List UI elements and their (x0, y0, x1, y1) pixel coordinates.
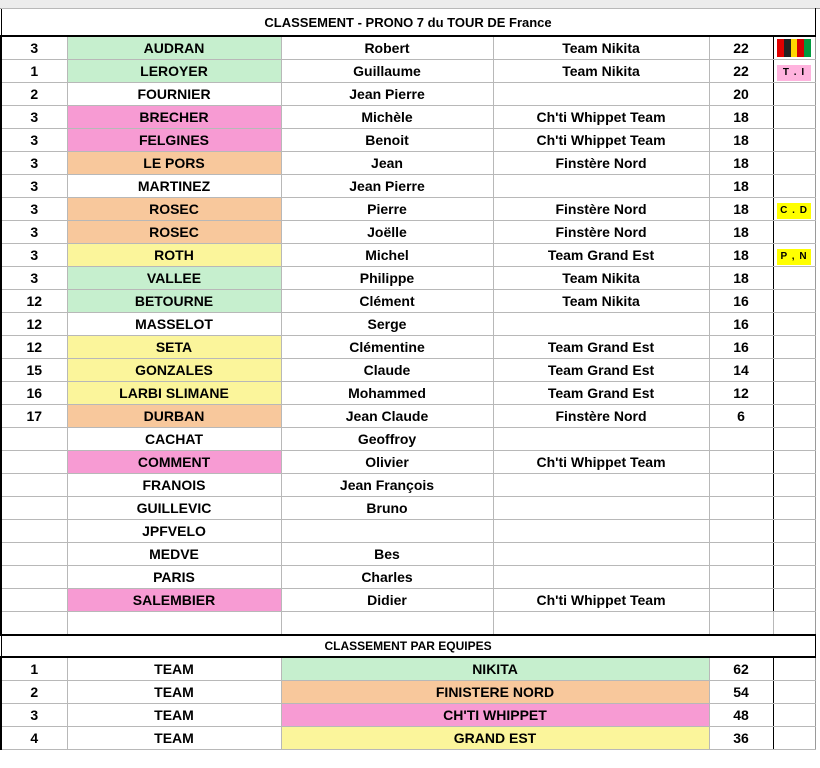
jersey-badge: T . I (777, 65, 811, 81)
bonus-cell[interactable] (773, 474, 815, 497)
team-cell[interactable] (493, 175, 709, 198)
team-name-cell[interactable]: NIKITA (281, 657, 709, 681)
team-cell[interactable]: Team Nikita (493, 60, 709, 83)
rank-cell[interactable]: 17 (1, 405, 67, 428)
team-row (1, 657, 815, 681)
first-name-cell[interactable]: Geoffroy (281, 428, 493, 451)
team-points-cell[interactable]: 54 (709, 681, 773, 704)
first-name-cell[interactable]: Joëlle (281, 221, 493, 244)
points-cell[interactable] (709, 566, 773, 589)
player-row (1, 382, 815, 405)
team-cell[interactable]: Team Grand Est (493, 359, 709, 382)
bonus-cell[interactable] (773, 221, 815, 244)
bonus-cell[interactable] (773, 152, 815, 175)
bonus-cell[interactable] (773, 60, 815, 83)
points-cell[interactable]: 18 (709, 267, 773, 290)
bonus-cell[interactable] (773, 382, 815, 405)
last-name-cell[interactable]: ROSEC (67, 198, 281, 221)
player-row (1, 83, 815, 106)
points-cell[interactable]: 18 (709, 244, 773, 267)
player-row (1, 175, 815, 198)
team-label-cell[interactable]: TEAM (67, 681, 281, 704)
bonus-cell[interactable] (773, 589, 815, 612)
team-rank-cell[interactable]: 3 (1, 704, 67, 727)
rank-cell[interactable]: 3 (1, 221, 67, 244)
first-name-cell[interactable]: Jean Pierre (281, 83, 493, 106)
team-cell[interactable]: Finstère Nord (493, 405, 709, 428)
team-ranking-title[interactable]: CLASSEMENT PAR EQUIPES (1, 635, 815, 657)
player-row (1, 451, 815, 474)
empty-cell[interactable] (493, 612, 709, 636)
first-name-cell[interactable]: Jean François (281, 474, 493, 497)
points-cell[interactable] (709, 428, 773, 451)
rank-cell[interactable] (1, 451, 67, 474)
bonus-cell[interactable] (773, 520, 815, 543)
bonus-cell[interactable] (773, 106, 815, 129)
player-row (1, 290, 815, 313)
team-cell[interactable]: Finstère Nord (493, 221, 709, 244)
player-row (1, 267, 815, 290)
last-name-cell[interactable]: LARBI SLIMANE (67, 382, 281, 405)
player-row (1, 221, 815, 244)
points-cell[interactable]: 18 (709, 129, 773, 152)
team-cell[interactable]: Team Nikita (493, 36, 709, 60)
first-name-cell[interactable]: Jean Pierre (281, 175, 493, 198)
sheet-title[interactable]: CLASSEMENT - PRONO 7 du TOUR DE France (1, 9, 815, 37)
points-cell[interactable]: 22 (709, 36, 773, 60)
team-cell[interactable]: Finstère Nord (493, 198, 709, 221)
bonus-cell[interactable] (773, 36, 815, 60)
team-row (1, 704, 815, 727)
player-row (1, 566, 815, 589)
last-name-cell[interactable]: JPFVELO (67, 520, 281, 543)
title-row (1, 9, 815, 37)
team-cell[interactable]: Ch'ti Whippet Team (493, 451, 709, 474)
first-name-cell[interactable]: Robert (281, 36, 493, 60)
last-name-cell[interactable]: SETA (67, 336, 281, 359)
first-name-cell[interactable]: Claude (281, 359, 493, 382)
rank-cell[interactable]: 1 (1, 60, 67, 83)
rank-cell[interactable]: 3 (1, 198, 67, 221)
team-points-cell[interactable]: 48 (709, 704, 773, 727)
player-row (1, 36, 815, 60)
first-name-cell[interactable]: Didier (281, 589, 493, 612)
rank-cell[interactable]: 3 (1, 129, 67, 152)
bonus-cell[interactable] (773, 198, 815, 221)
first-name-cell[interactable] (281, 520, 493, 543)
rank-cell[interactable] (1, 474, 67, 497)
team-label-cell[interactable]: TEAM (67, 727, 281, 750)
team-cell[interactable]: Ch'ti Whippet Team (493, 106, 709, 129)
bonus-cell[interactable] (773, 497, 815, 520)
rank-cell[interactable]: 2 (1, 83, 67, 106)
last-name-cell[interactable]: LEROYER (67, 60, 281, 83)
first-name-cell[interactable]: Philippe (281, 267, 493, 290)
points-cell[interactable] (709, 451, 773, 474)
player-row (1, 474, 815, 497)
team-cell[interactable] (493, 566, 709, 589)
points-cell[interactable] (709, 589, 773, 612)
last-name-cell[interactable]: BRECHER (67, 106, 281, 129)
rank-cell[interactable] (1, 520, 67, 543)
team-rank-cell[interactable]: 2 (1, 681, 67, 704)
last-name-cell[interactable]: FRANOIS (67, 474, 281, 497)
last-name-cell[interactable]: SALEMBIER (67, 589, 281, 612)
last-name-cell[interactable]: GUILLEVIC (67, 497, 281, 520)
empty-cell[interactable] (773, 612, 815, 636)
team-name-cell[interactable]: GRAND EST (281, 727, 709, 750)
team-extra-cell[interactable] (773, 727, 815, 750)
team-cell[interactable] (493, 313, 709, 336)
jersey-badge: C . D (777, 203, 811, 219)
bonus-cell[interactable] (773, 267, 815, 290)
last-name-cell[interactable]: VALLEE (67, 267, 281, 290)
first-name-cell[interactable]: Jean Claude (281, 405, 493, 428)
player-row (1, 359, 815, 382)
team-cell[interactable]: Team Grand Est (493, 336, 709, 359)
player-row (1, 313, 815, 336)
points-cell[interactable]: 18 (709, 175, 773, 198)
points-cell[interactable]: 22 (709, 60, 773, 83)
rank-cell[interactable]: 3 (1, 106, 67, 129)
points-cell[interactable]: 12 (709, 382, 773, 405)
first-name-cell[interactable]: Charles (281, 566, 493, 589)
team-cell[interactable] (493, 520, 709, 543)
player-row (1, 336, 815, 359)
team-points-cell[interactable]: 62 (709, 657, 773, 681)
empty-cell[interactable] (1, 612, 67, 636)
team-row (1, 727, 815, 750)
bonus-cell[interactable] (773, 129, 815, 152)
player-row (1, 106, 815, 129)
team-cell[interactable]: Ch'ti Whippet Team (493, 589, 709, 612)
last-name-cell[interactable]: CACHAT (67, 428, 281, 451)
player-row (1, 428, 815, 451)
rank-cell[interactable]: 3 (1, 36, 67, 60)
rank-cell[interactable] (1, 589, 67, 612)
bonus-cell[interactable] (773, 359, 815, 382)
points-cell[interactable]: 16 (709, 313, 773, 336)
points-cell[interactable]: 16 (709, 336, 773, 359)
points-cell[interactable] (709, 474, 773, 497)
points-cell[interactable]: 18 (709, 152, 773, 175)
bonus-cell[interactable] (773, 566, 815, 589)
last-name-cell[interactable]: GONZALES (67, 359, 281, 382)
team-label-cell[interactable]: TEAM (67, 657, 281, 681)
player-row (1, 589, 815, 612)
player-row (1, 497, 815, 520)
rank-cell[interactable]: 3 (1, 267, 67, 290)
team-cell[interactable]: Ch'ti Whippet Team (493, 129, 709, 152)
player-row (1, 244, 815, 267)
points-cell[interactable]: 18 (709, 221, 773, 244)
last-name-cell[interactable]: COMMENT (67, 451, 281, 474)
team-cell[interactable] (493, 474, 709, 497)
points-cell[interactable] (709, 520, 773, 543)
rank-cell[interactable] (1, 566, 67, 589)
first-name-cell[interactable]: Bes (281, 543, 493, 566)
team-label-cell[interactable]: TEAM (67, 704, 281, 727)
team-rank-cell[interactable]: 1 (1, 657, 67, 681)
first-name-cell[interactable]: Michèle (281, 106, 493, 129)
empty-cell[interactable] (281, 612, 493, 636)
team-cell[interactable] (493, 428, 709, 451)
rank-cell[interactable] (1, 428, 67, 451)
first-name-cell[interactable]: Benoit (281, 129, 493, 152)
team-cell[interactable] (493, 543, 709, 566)
bonus-cell[interactable] (773, 313, 815, 336)
first-name-cell[interactable]: Olivier (281, 451, 493, 474)
player-row (1, 543, 815, 566)
bonus-cell[interactable] (773, 336, 815, 359)
last-name-cell[interactable]: DURBAN (67, 405, 281, 428)
points-cell[interactable] (709, 543, 773, 566)
points-cell[interactable] (709, 497, 773, 520)
team-cell[interactable] (493, 83, 709, 106)
team-cell[interactable]: Team Grand Est (493, 382, 709, 405)
player-row (1, 520, 815, 543)
team-cell[interactable] (493, 497, 709, 520)
empty-row (1, 612, 815, 636)
first-name-cell[interactable]: Michel (281, 244, 493, 267)
player-row (1, 405, 815, 428)
rank-cell[interactable]: 3 (1, 244, 67, 267)
bonus-cell[interactable] (773, 175, 815, 198)
rank-cell[interactable]: 3 (1, 152, 67, 175)
empty-cell[interactable] (709, 612, 773, 636)
last-name-cell[interactable]: MASSELOT (67, 313, 281, 336)
last-name-cell[interactable]: BETOURNE (67, 290, 281, 313)
team-name-cell[interactable]: FINISTERE NORD (281, 681, 709, 704)
player-row (1, 152, 815, 175)
bonus-cell[interactable] (773, 428, 815, 451)
first-name-cell[interactable]: Bruno (281, 497, 493, 520)
points-cell[interactable]: 20 (709, 83, 773, 106)
first-name-cell[interactable]: Pierre (281, 198, 493, 221)
bonus-cell[interactable] (773, 405, 815, 428)
jersey-badge: P , N (777, 249, 811, 265)
first-name-cell[interactable]: Jean (281, 152, 493, 175)
team-title-row (1, 635, 815, 657)
rank-cell[interactable]: 15 (1, 359, 67, 382)
last-name-cell[interactable]: AUDRAN (67, 36, 281, 60)
rank-cell[interactable] (1, 497, 67, 520)
team-name-cell[interactable]: CH'TI WHIPPET (281, 704, 709, 727)
rank-cell[interactable]: 12 (1, 336, 67, 359)
first-name-cell[interactable]: Clémentine (281, 336, 493, 359)
rank-cell[interactable]: 16 (1, 382, 67, 405)
last-name-cell[interactable]: ROTH (67, 244, 281, 267)
empty-cell[interactable] (67, 612, 281, 636)
last-name-cell[interactable]: MARTINEZ (67, 175, 281, 198)
rank-cell[interactable]: 12 (1, 290, 67, 313)
team-points-cell[interactable]: 36 (709, 727, 773, 750)
team-cell[interactable]: Team Grand Est (493, 244, 709, 267)
first-name-cell[interactable]: Clément (281, 290, 493, 313)
team-row (1, 681, 815, 704)
last-name-cell[interactable]: FELGINES (67, 129, 281, 152)
points-cell[interactable]: 18 (709, 106, 773, 129)
jersey-flag-icon (777, 39, 811, 57)
bonus-cell[interactable] (773, 83, 815, 106)
player-row (1, 198, 815, 221)
bonus-cell[interactable] (773, 290, 815, 313)
points-cell[interactable]: 6 (709, 405, 773, 428)
last-name-cell[interactable]: FOURNIER (67, 83, 281, 106)
player-row (1, 129, 815, 152)
team-extra-cell[interactable] (773, 657, 815, 681)
team-rank-cell[interactable]: 4 (1, 727, 67, 750)
team-extra-cell[interactable] (773, 704, 815, 727)
bonus-cell[interactable] (773, 244, 815, 267)
bonus-cell[interactable] (773, 543, 815, 566)
last-name-cell[interactable]: ROSEC (67, 221, 281, 244)
first-name-cell[interactable]: Serge (281, 313, 493, 336)
points-cell[interactable]: 14 (709, 359, 773, 382)
team-extra-cell[interactable] (773, 681, 815, 704)
rank-cell[interactable]: 12 (1, 313, 67, 336)
points-cell[interactable]: 18 (709, 198, 773, 221)
rank-cell[interactable]: 3 (1, 175, 67, 198)
rank-cell[interactable] (1, 543, 67, 566)
last-name-cell[interactable]: MEDVE (67, 543, 281, 566)
team-cell[interactable]: Finstère Nord (493, 152, 709, 175)
points-cell[interactable]: 16 (709, 290, 773, 313)
first-name-cell[interactable]: Guillaume (281, 60, 493, 83)
first-name-cell[interactable]: Mohammed (281, 382, 493, 405)
team-cell[interactable]: Team Nikita (493, 290, 709, 313)
last-name-cell[interactable]: LE PORS (67, 152, 281, 175)
ranking-sheet (0, 8, 816, 750)
bonus-cell[interactable] (773, 451, 815, 474)
team-cell[interactable]: Team Nikita (493, 267, 709, 290)
player-row (1, 60, 815, 83)
last-name-cell[interactable]: PARIS (67, 566, 281, 589)
